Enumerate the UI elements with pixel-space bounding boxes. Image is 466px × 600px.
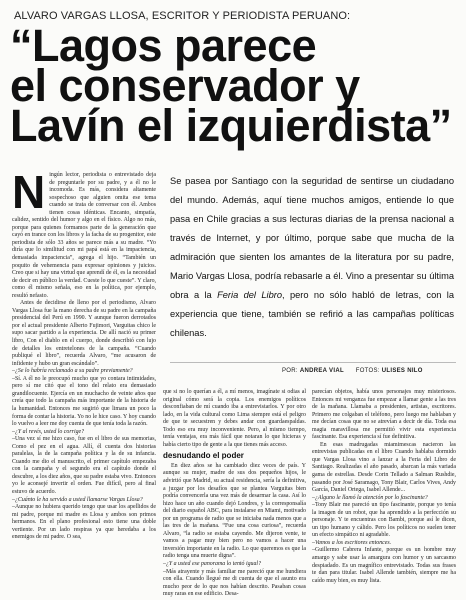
answer: –Sí. A él no le preocupó mucho que yo contara intimidades, pero sí me citó que el tono del relato era demasiado grandilocuente. Ejercía en un muchacho de veinte años que creía que todo la campaña más importante de la historia de la humanidad. Entonces me sugirió que limara un poco la forma de contar la historia. Yo no le hice caso. Y hoy cuando lo vuelvo a leer me doy cuenta de que tenía toda la razón. xyxy=(12,375,156,428)
answer: –Guillermo Cabrera Infante, porque es un hombre muy amargo y sabe usar la amargura con humor y un sarcasmo despiadado. Es un magnífico entrevistado. Todas sus frases te dan para titular. Isabel Allende también, siempre me ha caído muy bien, es muy lista. xyxy=(312,547,456,584)
question: –¿Se lo habría reclamado a su padre previamente? xyxy=(12,368,133,375)
headline-line-1: “Lagos parece xyxy=(10,20,317,71)
question: –Vamos a los escritores entonces. xyxy=(312,539,392,546)
paragraph: ingún lector, periodista o entrevistado deja de preguntarle por su padre, y a él no le incomoda. Es más, considera altamente sospechoso que alguien omita ese tema cuando se trata de conversar con él. Ambos tienen cosas idénticas. Encanto, simpatía, calidez, sentido del humor y algo en el físico. Algo no más, porque para quienes formamos parte de la generación que cayó en trance con los libros y la facha de su progenitor, este periodista de sólo 33 años se parece más a su madre. “Yo diría que lo similitud con mi papá está en la impaciencia, demasiada impaciencia”, agrega el hijo. “También un poquito de vehemencia para expresar opiniones y juicios. Creo que si hay una virtud que aprendí de él, es la necesidad de decir en público la verdad. Cueste lo que cueste”. Y claro, como él mismo señala, eso en la política, por ejemplo, resultó nefasto. xyxy=(12,172,156,299)
paragraph: En diez años se ha cambiado diez veces de país. Y aunque su mujer, madre de sus dos pequeños hijos, le advirtió que Madrid, su actual residencia, sería la definitiva, a juzgar por los desafíos que se plantea Varguitas bien podría convencerla una vez más de desarmar la casa. Así lo hizo hace un año cuando dejó Londres, y la corresponsalía del diario español ABC, para instalarse en Miami, motivado por un programa de radio que se iniciaba nada menos que a las tres de la mañana. “Fue una cosa curiosa”, recuerda Alvaro, “la radio se estaba cayendo. Me dijeron vente, te vamos a pagar muy bien pero no vamos a hacer una inversión importante en la radio. Lo que queremos es que la radio tenga una muerte digna”. xyxy=(163,462,306,560)
byline-author: ANDREA VIAL xyxy=(299,368,344,374)
body-column-3 xyxy=(312,389,456,585)
answer: –Tony Blair me pareció un tipo fascinante, porque yo tenía la imagen de un robot, que ha aprendido a la perfección su personaje. Y te encuentras con Bambi, porque así le dicen, un tipo humano y cálido. Pero los políticos no suelen tener un efecto simpático ni agradable. xyxy=(312,502,456,539)
byline xyxy=(282,368,457,374)
kicker: ALVARO VARGAS LLOSA, ESCRITOR Y PERIODISTA PERUANO: xyxy=(14,10,351,22)
intro-deck-text: , pero no sólo habló de letras, con la experiencia que tiene, también se refirió a las campañas políticas chilenas. xyxy=(170,290,454,338)
question: –¿Alguno le llamó la atención por lo fascinante? xyxy=(312,494,428,501)
byline-label: POR: xyxy=(282,368,298,374)
question: –¿Cuánto le ha servido a usted llamarse Vargas Llosa? xyxy=(12,496,143,503)
paragraph: En esas madrugadas miamimescas nacieron las entrevistas publicadas en el libro Cuando hablaba dormido que Vargas Llosa vino a lanzar a la Feria del Libro de Santiago. Realizadas el año pasado, abarcan la más variada gama de estrellas. Desde Corin Tellado a Salman Rushdie, pasando por José Saramago, Tony Blair, Carlos Vives, Andy García, Daniel Ortega, Isabel Allende... xyxy=(312,441,456,494)
intro-deck-text: Se pasea por Santiago con la seguridad de sentirse un ciudadano del mundo. Además, aquí tiene muchos amigos, entiende lo que pasa en Chile gracias a sus lecturas diarias de la prensa nacional a través de Internet, y por último, porque sabe que mucha de la admiración que sienten los amantes de la literatura por su padre, Mario Vargas Llosa, podría rebasarle a él. Vino a presentar su última obra a la xyxy=(170,176,454,300)
paragraph: parecían objetos, había unos personajes muy misteriosos. Entonces mi venganza fue empezar a llamar gente a las tres de la mañana. Llamaba a presidentes, artistas, escritores. Primero me colgaban el teléfono, pero luego me hablaban y me decían cosas que no se atrevían a decir de día. Toda esa magia maravillosa me permitió vivir esta experiencia fascinante. Esa experiencia sí fue definitiva. xyxy=(312,389,456,441)
opening-paragraph xyxy=(12,166,156,300)
answer: –Una vez sí me hizo caso, fue en el libro de sus memorias, Como el pez en el agua. Allí, él cuenta dos historias paralelas, la de la campaña política y la de su infancia. Cuando me dio el manuscrito, el primer capítulo empezaba con la campaña y el segundo era el capítulo donde el descubre, a los diez años, que su padre estaba vivo. Entonces yo le aconsejé invertir el orden. Fue difícil, pero al final estuvo de acuerdo. xyxy=(12,436,156,495)
question: –¿Y a usted ese panorama lo tentó igual? xyxy=(163,561,262,568)
answer: –Aunque no hubiera querido tengo que usar los apellidos de mi padre, porque mi madre es Llosa y ambos son primos hermanos. En el plano profesional esto tiene una doble vertiente. Por un lado respiras ya que heredaba a los enemigos de mi padre. O sea, xyxy=(12,504,156,541)
question: –¿Y al revés, usted lo corrige? xyxy=(12,428,85,435)
body-column-1 xyxy=(12,166,156,542)
intro-deck-italic: Feria del Libro xyxy=(217,290,283,300)
headline-line-2: el conservador y xyxy=(10,60,360,111)
headline-line-3: Lavín el izquierdista” xyxy=(10,100,452,151)
photo-credit-name: ULISES NILO xyxy=(381,368,423,374)
section-subhead: desnudando el poder xyxy=(163,451,244,461)
intro-deck xyxy=(170,172,454,343)
paragraph: Antes de decidirse de lleno por el periodismo, Alvaro Vargas Llosa fue la mano derecha de su padre en la campaña presidencial del Perú en 1990. Y aunque fueron derrotados por el actual presidente Alberto Fujimori, Varguitas chico le supo sacar partido a la experiencia. De allí nació su primer libro, Con el diablo en el cuerpo, donde describió con lujo de detalles los entretelones de la campaña. “Cuando publiqué el libro”, recuerda Alvaro, “me acusaron de infidente y hubo un gran escándalo”. xyxy=(12,300,156,367)
headline xyxy=(10,20,460,151)
body-column-2 xyxy=(163,389,306,599)
answer: –Más atrayente y más familiar me pareció que me hundiera con ella. Cuando llegué me di cuenta de que el asunto era mucho peor de lo que nos habían descrito. Pasaban cosas muy raras en ese edificio. Desa- xyxy=(163,568,306,598)
divider xyxy=(170,362,456,363)
paragraph: que si no lo querían a él, a mí menos, imagínate si odias al original cómo será la copia. Los enemigos políticos desconfiaban de mí cuando iba a entrevistarlos. Y por otro lado, en la vida cultural como Lima siempre está el peligro de que te secuestren y debes andar con guardaespaldas. Todo eso era muy inconveniente. Pero, al mismo tiempo, tenía ventajas, era más fácil que notaran lo que hicieras y había cierto tipo de gente a la que tienes más acceso. xyxy=(163,389,306,448)
photo-credit-label: FOTOS: xyxy=(355,368,380,374)
drop-cap: N xyxy=(12,166,46,218)
